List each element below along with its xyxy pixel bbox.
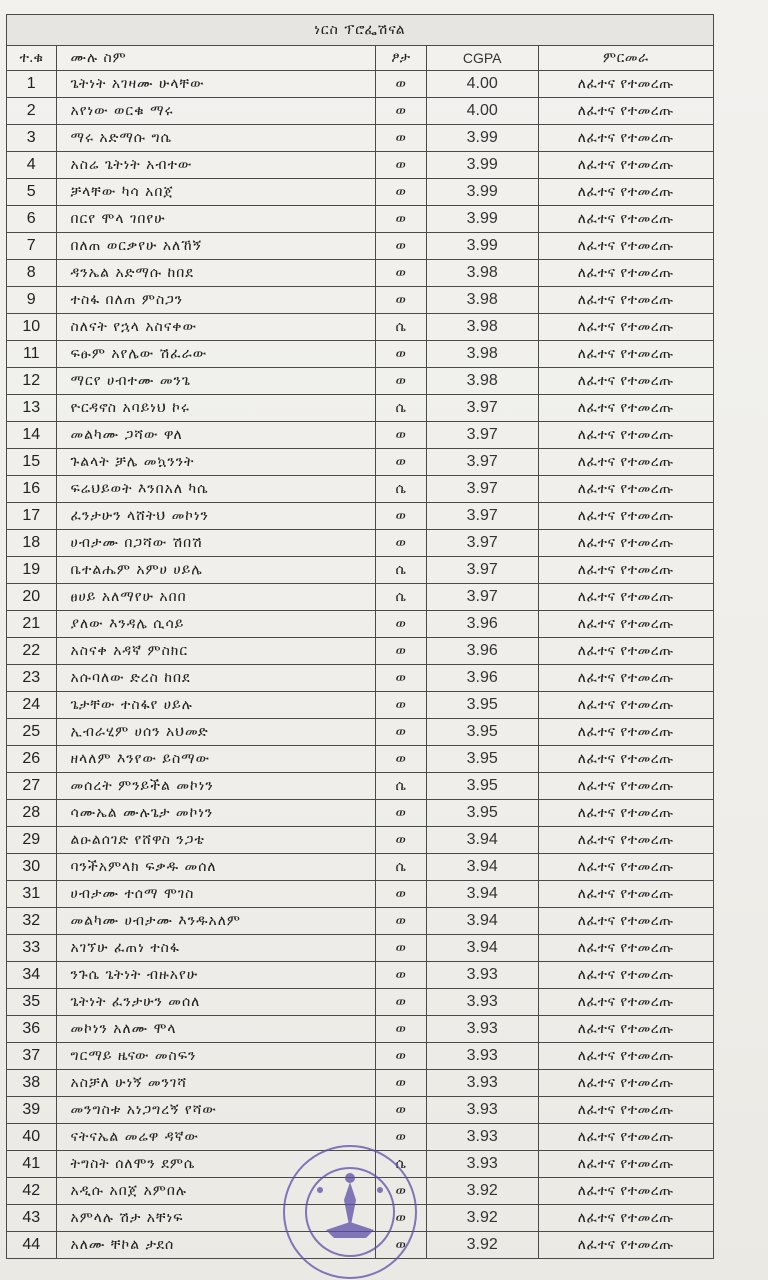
table-row xyxy=(7,449,714,476)
row-remark: ለፈተና የተመረጡ xyxy=(538,746,713,773)
row-full-name: አስናቀ አዳኛ ምስክር xyxy=(56,638,375,665)
row-number: 4 xyxy=(7,152,57,179)
row-cgpa: 3.97 xyxy=(426,557,538,584)
row-remark: ለፈተና የተመረጡ xyxy=(538,503,713,530)
table-row xyxy=(7,287,714,314)
table-row xyxy=(7,1016,714,1043)
table-row xyxy=(7,611,714,638)
row-full-name: መንግስቱ አነጋግረኝ የሻው xyxy=(56,1097,375,1124)
row-full-name: ንጉሴ ጌትነት ብዙአየሁ xyxy=(56,962,375,989)
row-full-name: ዳንኤል አድማሱ ከበደ xyxy=(56,260,375,287)
row-number: 24 xyxy=(7,692,57,719)
row-cgpa: 3.94 xyxy=(426,854,538,881)
table-row xyxy=(7,1178,714,1205)
row-full-name: ባንችአምላክ ፍቃዱ መሰለ xyxy=(56,854,375,881)
row-cgpa: 3.98 xyxy=(426,314,538,341)
row-remark: ለፈተና የተመረጡ xyxy=(538,206,713,233)
row-number: 37 xyxy=(7,1043,57,1070)
row-cgpa: 3.93 xyxy=(426,962,538,989)
row-remark: ለፈተና የተመረጡ xyxy=(538,1205,713,1232)
table-row xyxy=(7,1232,714,1259)
row-full-name: አዲሱ አበጀ አምበሉ xyxy=(56,1178,375,1205)
row-number: 12 xyxy=(7,368,57,395)
row-cgpa: 3.95 xyxy=(426,773,538,800)
row-cgpa: 3.99 xyxy=(426,179,538,206)
table-row xyxy=(7,962,714,989)
row-remark: ለፈተና የተመረጡ xyxy=(538,611,713,638)
table-row xyxy=(7,314,714,341)
row-cgpa: 3.97 xyxy=(426,449,538,476)
row-full-name: አስቻለ ሁነኝ መንገሻ xyxy=(56,1070,375,1097)
row-number: 3 xyxy=(7,125,57,152)
row-sex: ወ xyxy=(375,1070,426,1097)
row-full-name: ልዑልሰገድ የሸዋስ ንጋቴ xyxy=(56,827,375,854)
table-row xyxy=(7,989,714,1016)
row-remark: ለፈተና የተመረጡ xyxy=(538,1097,713,1124)
table-row xyxy=(7,206,714,233)
row-cgpa: 3.95 xyxy=(426,719,538,746)
row-cgpa: 3.94 xyxy=(426,908,538,935)
row-sex: ወ xyxy=(375,287,426,314)
row-cgpa: 3.93 xyxy=(426,1097,538,1124)
row-sex: ወ xyxy=(375,125,426,152)
row-number: 7 xyxy=(7,233,57,260)
row-cgpa: 3.94 xyxy=(426,935,538,962)
row-remark: ለፈተና የተመረጡ xyxy=(538,341,713,368)
row-number: 5 xyxy=(7,179,57,206)
row-full-name: በርየ ሞላ ገበየሁ xyxy=(56,206,375,233)
table-row xyxy=(7,584,714,611)
row-number: 32 xyxy=(7,908,57,935)
row-sex: ወ xyxy=(375,260,426,287)
row-number: 11 xyxy=(7,341,57,368)
row-number: 25 xyxy=(7,719,57,746)
row-cgpa: 3.97 xyxy=(426,476,538,503)
row-sex: ሴ xyxy=(375,314,426,341)
row-sex: ወ xyxy=(375,800,426,827)
row-number: 30 xyxy=(7,854,57,881)
row-sex: ሴ xyxy=(375,557,426,584)
row-number: 44 xyxy=(7,1232,57,1259)
row-number: 27 xyxy=(7,773,57,800)
row-full-name: ዮርዳኖስ አባይነህ ኮሩ xyxy=(56,395,375,422)
row-full-name: ስለናት የኋላ አስናቀው xyxy=(56,314,375,341)
row-cgpa: 3.99 xyxy=(426,206,538,233)
row-remark: ለፈተና የተመረጡ xyxy=(538,368,713,395)
row-cgpa: 3.96 xyxy=(426,611,538,638)
row-remark: ለፈተና የተመረጡ xyxy=(538,935,713,962)
row-cgpa: 3.92 xyxy=(426,1178,538,1205)
row-full-name: ትግስት ሰለሞን ደምሴ xyxy=(56,1151,375,1178)
row-remark: ለፈተና የተመረጡ xyxy=(538,179,713,206)
row-full-name: ግርማይ ዜናው መስፍን xyxy=(56,1043,375,1070)
table-row xyxy=(7,1151,714,1178)
row-cgpa: 3.97 xyxy=(426,422,538,449)
row-cgpa: 3.95 xyxy=(426,692,538,719)
row-sex: ሴ xyxy=(375,773,426,800)
table-row xyxy=(7,638,714,665)
row-number: 23 xyxy=(7,665,57,692)
row-cgpa: 3.95 xyxy=(426,800,538,827)
header-cgpa: CGPA xyxy=(426,46,538,71)
row-sex: ሴ xyxy=(375,395,426,422)
row-remark: ለፈተና የተመረጡ xyxy=(538,584,713,611)
row-remark: ለፈተና የተመረጡ xyxy=(538,773,713,800)
row-remark: ለፈተና የተመረጡ xyxy=(538,962,713,989)
row-number: 31 xyxy=(7,881,57,908)
row-full-name: ያለው እንዳሌ ሲሳይ xyxy=(56,611,375,638)
header-full-name: ሙሉ ስም xyxy=(56,46,375,71)
row-number: 1 xyxy=(7,71,57,98)
row-number: 38 xyxy=(7,1070,57,1097)
table-row xyxy=(7,341,714,368)
table-row xyxy=(7,746,714,773)
row-sex: ወ xyxy=(375,1043,426,1070)
row-number: 14 xyxy=(7,422,57,449)
row-number: 2 xyxy=(7,98,57,125)
row-cgpa: 3.99 xyxy=(426,152,538,179)
row-full-name: መልካሙ ሀብታሙ እንዱአለም xyxy=(56,908,375,935)
table-row xyxy=(7,935,714,962)
row-sex: ወ xyxy=(375,71,426,98)
row-sex: ወ xyxy=(375,611,426,638)
row-full-name: ጉልላት ቻሌ መኳንንት xyxy=(56,449,375,476)
row-remark: ለፈተና የተመረጡ xyxy=(538,1016,713,1043)
row-remark: ለፈተና የተመረጡ xyxy=(538,71,713,98)
row-sex: ወ xyxy=(375,1097,426,1124)
row-sex: ወ xyxy=(375,962,426,989)
row-cgpa: 3.97 xyxy=(426,395,538,422)
row-number: 26 xyxy=(7,746,57,773)
row-sex: ወ xyxy=(375,503,426,530)
row-sex: ወ xyxy=(375,341,426,368)
table-row xyxy=(7,1043,714,1070)
row-full-name: አገኘሁ ፈጠነ ተስፋ xyxy=(56,935,375,962)
table-row xyxy=(7,1124,714,1151)
row-sex: ወ xyxy=(375,935,426,962)
row-sex: ወ xyxy=(375,719,426,746)
table-row xyxy=(7,530,714,557)
row-sex: ወ xyxy=(375,989,426,1016)
row-full-name: ዘላለም እንየው ይስማው xyxy=(56,746,375,773)
row-remark: ለፈተና የተመረጡ xyxy=(538,476,713,503)
table-row xyxy=(7,1097,714,1124)
row-remark: ለፈተና የተመረጡ xyxy=(538,1070,713,1097)
row-full-name: ማሩ አድማሱ ግሴ xyxy=(56,125,375,152)
row-number: 17 xyxy=(7,503,57,530)
row-cgpa: 4.00 xyxy=(426,71,538,98)
row-number: 39 xyxy=(7,1097,57,1124)
row-sex: ወ xyxy=(375,233,426,260)
row-sex: ወ xyxy=(375,1016,426,1043)
table-row xyxy=(7,476,714,503)
table-row xyxy=(7,125,714,152)
row-cgpa: 3.94 xyxy=(426,881,538,908)
row-cgpa: 3.99 xyxy=(426,125,538,152)
row-full-name: ሀብታሙ በጋሻው ሽበሽ xyxy=(56,530,375,557)
row-sex: ወ xyxy=(375,1232,426,1259)
row-cgpa: 3.93 xyxy=(426,1151,538,1178)
row-number: 20 xyxy=(7,584,57,611)
table-row xyxy=(7,152,714,179)
row-number: 16 xyxy=(7,476,57,503)
row-remark: ለፈተና የተመረጡ xyxy=(538,989,713,1016)
table-row xyxy=(7,1205,714,1232)
row-remark: ለፈተና የተመረጡ xyxy=(538,827,713,854)
row-number: 36 xyxy=(7,1016,57,1043)
row-remark: ለፈተና የተመረጡ xyxy=(538,557,713,584)
row-full-name: ጌትነት ፈንታሁን መሰለ xyxy=(56,989,375,1016)
row-number: 18 xyxy=(7,530,57,557)
row-remark: ለፈተና የተመረጡ xyxy=(538,422,713,449)
row-remark: ለፈተና የተመረጡ xyxy=(538,638,713,665)
row-full-name: መሰረት ምንይችል መኮነን xyxy=(56,773,375,800)
table-row xyxy=(7,881,714,908)
row-full-name: አለሙ ቸኮል ታደሰ xyxy=(56,1232,375,1259)
row-full-name: ሀብታሙ ተሰማ ሞገስ xyxy=(56,881,375,908)
row-sex: ወ xyxy=(375,692,426,719)
row-number: 9 xyxy=(7,287,57,314)
row-sex: ወ xyxy=(375,665,426,692)
row-cgpa: 3.98 xyxy=(426,341,538,368)
row-remark: ለፈተና የተመረጡ xyxy=(538,881,713,908)
row-sex: ወ xyxy=(375,179,426,206)
row-remark: ለፈተና የተመረጡ xyxy=(538,125,713,152)
row-number: 28 xyxy=(7,800,57,827)
row-cgpa: 3.98 xyxy=(426,260,538,287)
table-row xyxy=(7,260,714,287)
row-remark: ለፈተና የተመረጡ xyxy=(538,98,713,125)
row-number: 13 xyxy=(7,395,57,422)
row-sex: ወ xyxy=(375,1205,426,1232)
row-full-name: መኮነን አለሙ ሞላ xyxy=(56,1016,375,1043)
row-remark: ለፈተና የተመረጡ xyxy=(538,1232,713,1259)
row-full-name: ጌታቸው ተስፋየ ሀይሉ xyxy=(56,692,375,719)
table-row xyxy=(7,1070,714,1097)
row-remark: ለፈተና የተመረጡ xyxy=(538,908,713,935)
row-sex: ወ xyxy=(375,449,426,476)
row-sex: ሴ xyxy=(375,476,426,503)
row-full-name: ናትናኤል መሬዋ ዳኛው xyxy=(56,1124,375,1151)
row-number: 34 xyxy=(7,962,57,989)
row-sex: ወ xyxy=(375,1178,426,1205)
row-remark: ለፈተና የተመረጡ xyxy=(538,719,713,746)
table-body xyxy=(7,71,714,1259)
row-cgpa: 3.93 xyxy=(426,1043,538,1070)
row-remark: ለፈተና የተመረጡ xyxy=(538,287,713,314)
row-full-name: አሱባለው ድረስ ከበደ xyxy=(56,665,375,692)
row-remark: ለፈተና የተመረጡ xyxy=(538,530,713,557)
table-row xyxy=(7,233,714,260)
row-full-name: ፍፁም አየሌው ሽፈራው xyxy=(56,341,375,368)
row-cgpa: 3.98 xyxy=(426,287,538,314)
row-remark: ለፈተና የተመረጡ xyxy=(538,854,713,881)
row-remark: ለፈተና የተመረጡ xyxy=(538,395,713,422)
row-number: 29 xyxy=(7,827,57,854)
row-cgpa: 3.96 xyxy=(426,638,538,665)
row-number: 6 xyxy=(7,206,57,233)
row-number: 42 xyxy=(7,1178,57,1205)
table-row xyxy=(7,854,714,881)
table-row xyxy=(7,422,714,449)
table-row xyxy=(7,503,714,530)
header-remark: ምርመራ xyxy=(538,46,713,71)
row-number: 21 xyxy=(7,611,57,638)
row-sex: ወ xyxy=(375,530,426,557)
row-cgpa: 3.93 xyxy=(426,1124,538,1151)
row-remark: ለፈተና የተመረጡ xyxy=(538,233,713,260)
table-row xyxy=(7,98,714,125)
row-sex: ወ xyxy=(375,368,426,395)
row-sex: ወ xyxy=(375,98,426,125)
row-full-name: ሳሙኤል ሙሉጌታ መኮነን xyxy=(56,800,375,827)
row-cgpa: 3.94 xyxy=(426,827,538,854)
row-sex: ሴ xyxy=(375,584,426,611)
row-cgpa: 3.93 xyxy=(426,989,538,1016)
table-row xyxy=(7,368,714,395)
table-row xyxy=(7,179,714,206)
row-sex: ወ xyxy=(375,746,426,773)
row-sex: ወ xyxy=(375,881,426,908)
row-number: 35 xyxy=(7,989,57,1016)
row-cgpa: 4.00 xyxy=(426,98,538,125)
table-row xyxy=(7,557,714,584)
table-row xyxy=(7,71,714,98)
row-sex: ወ xyxy=(375,827,426,854)
row-cgpa: 3.97 xyxy=(426,530,538,557)
row-full-name: ፈንታሁን ላሸትህ መኮነን xyxy=(56,503,375,530)
row-sex: ሴ xyxy=(375,854,426,881)
row-number: 19 xyxy=(7,557,57,584)
row-sex: ወ xyxy=(375,206,426,233)
row-remark: ለፈተና የተመረጡ xyxy=(538,692,713,719)
row-full-name: መልካሙ ጋሻው ዋለ xyxy=(56,422,375,449)
row-sex: ወ xyxy=(375,422,426,449)
row-remark: ለፈተና የተመረጡ xyxy=(538,800,713,827)
row-remark: ለፈተና የተመረጡ xyxy=(538,260,713,287)
table-row xyxy=(7,800,714,827)
table-header-row xyxy=(7,46,714,71)
row-full-name: አስሬ ጌትነት አብተው xyxy=(56,152,375,179)
table-row xyxy=(7,719,714,746)
row-cgpa: 3.92 xyxy=(426,1232,538,1259)
row-sex: ወ xyxy=(375,638,426,665)
row-full-name: ተስፋ በለጠ ምስጋን xyxy=(56,287,375,314)
table-row xyxy=(7,827,714,854)
row-number: 33 xyxy=(7,935,57,962)
row-cgpa: 3.97 xyxy=(426,503,538,530)
table-row xyxy=(7,692,714,719)
row-remark: ለፈተና የተመረጡ xyxy=(538,314,713,341)
row-number: 10 xyxy=(7,314,57,341)
row-remark: ለፈተና የተመረጡ xyxy=(538,665,713,692)
header-number: ተ.ቁ xyxy=(7,46,57,71)
row-number: 40 xyxy=(7,1124,57,1151)
results-table xyxy=(6,14,714,1259)
row-full-name: አየነው ወርቁ ማሩ xyxy=(56,98,375,125)
table-row xyxy=(7,773,714,800)
row-full-name: አምላሉ ሽታ አቸነፍ xyxy=(56,1205,375,1232)
row-remark: ለፈተና የተመረጡ xyxy=(538,1124,713,1151)
row-full-name: ቻላቸው ካሳ አበጀ xyxy=(56,179,375,206)
row-cgpa: 3.92 xyxy=(426,1205,538,1232)
row-cgpa: 3.98 xyxy=(426,368,538,395)
row-full-name: ቤተልሔም አምሀ ሀይሌ xyxy=(56,557,375,584)
row-sex: ወ xyxy=(375,152,426,179)
row-full-name: ማርየ ሀብተሙ መንጌ xyxy=(56,368,375,395)
row-full-name: በለጠ ወርቃየሁ አለኸኝ xyxy=(56,233,375,260)
row-sex: ወ xyxy=(375,908,426,935)
table-row xyxy=(7,665,714,692)
header-sex: ፆታ xyxy=(375,46,426,71)
row-cgpa: 3.95 xyxy=(426,746,538,773)
row-remark: ለፈተና የተመረጡ xyxy=(538,1151,713,1178)
row-number: 41 xyxy=(7,1151,57,1178)
row-remark: ለፈተና የተመረጡ xyxy=(538,1043,713,1070)
row-full-name: ፍሬህይወት እንበአለ ካሴ xyxy=(56,476,375,503)
row-full-name: ፀሀይ አለማየሁ አበበ xyxy=(56,584,375,611)
row-full-name: ጌትነት አገዛሙ ሁላቸው xyxy=(56,71,375,98)
row-number: 15 xyxy=(7,449,57,476)
row-cgpa: 3.96 xyxy=(426,665,538,692)
row-number: 43 xyxy=(7,1205,57,1232)
row-cgpa: 3.99 xyxy=(426,233,538,260)
table-row xyxy=(7,908,714,935)
row-number: 22 xyxy=(7,638,57,665)
table-title: ነርስ ፕሮፌሽናል xyxy=(7,15,714,46)
row-sex: ሴ xyxy=(375,1151,426,1178)
row-cgpa: 3.93 xyxy=(426,1070,538,1097)
row-remark: ለፈተና የተመረጡ xyxy=(538,152,713,179)
row-number: 8 xyxy=(7,260,57,287)
row-remark: ለፈተና የተመረጡ xyxy=(538,449,713,476)
table-row xyxy=(7,395,714,422)
row-full-name: ኢብራሂም ሀሰን አህመድ xyxy=(56,719,375,746)
row-cgpa: 3.93 xyxy=(426,1016,538,1043)
row-remark: ለፈተና የተመረጡ xyxy=(538,1178,713,1205)
row-sex: ወ xyxy=(375,1124,426,1151)
row-cgpa: 3.97 xyxy=(426,584,538,611)
